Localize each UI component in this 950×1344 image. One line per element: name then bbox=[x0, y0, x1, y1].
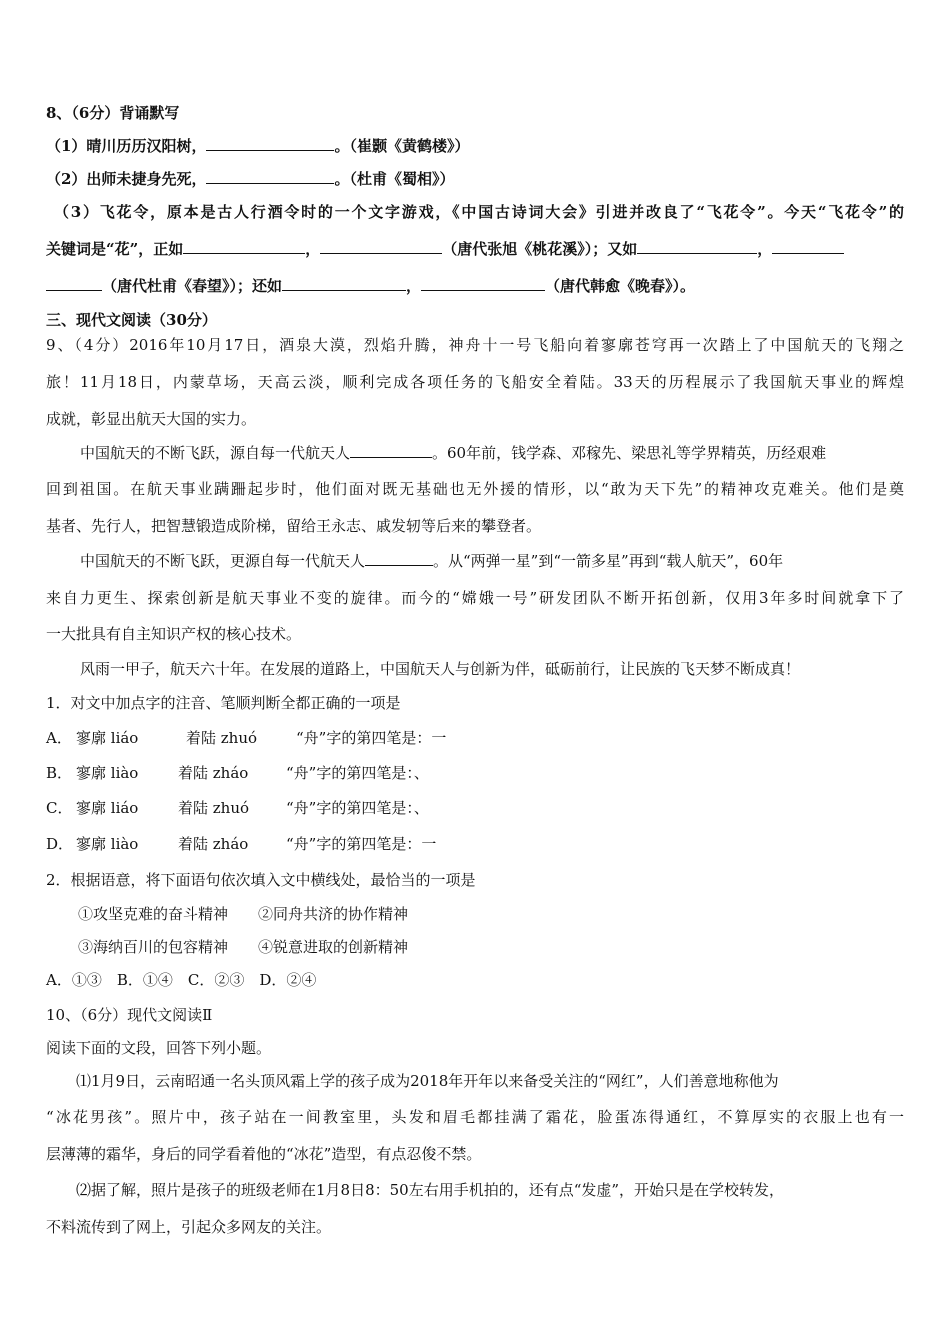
q10-header: 10、（6分）现代文阅读Ⅱ bbox=[46, 1006, 213, 1024]
section-3-title: 三、现代文阅读（30分） bbox=[46, 311, 217, 329]
q9-p3-line-2: 来自力更生、探索创新是航天事业不变的旋律。而今的“嫦娥一号”研发团队不断开拓创新，仅用3年多时间就拿下了 bbox=[46, 589, 904, 607]
option-d[interactable] bbox=[46, 833, 904, 855]
q9-p2-line-3: 基者、先行人，把智慧锻造成阶梯，留给王永志、戚发轫等后来的攀登者。 bbox=[46, 517, 542, 535]
option-part-a: 寥廓 liáo bbox=[76, 729, 139, 747]
option-a[interactable] bbox=[46, 727, 904, 749]
q8-line-1-post: 。（崔颢《黄鹤楼》） bbox=[334, 137, 470, 155]
q9-p2-line-1 bbox=[80, 442, 904, 464]
option-part-c: “舟”字的第四笔是：、 bbox=[286, 764, 429, 782]
q9-p1-line-2: 旅！11月18日，内蒙草场，天高云淡，顺利完成各项任务的飞船安全着陆。33天的历程展示了我国航天事业的辉煌 bbox=[46, 373, 904, 391]
option-label: B． bbox=[46, 764, 73, 782]
q9-p3-pre: 中国航天的不断飞跃，更源自每一代航天人 bbox=[80, 552, 366, 570]
q10-p2-line-2: 不料流传到了网上，引起众多网友的关注。 bbox=[46, 1218, 332, 1236]
q9-p3-line-3: 一大批具有自主知识产权的核心技术。 bbox=[46, 625, 302, 643]
q8-line-1-pre: （1）晴川历历汉阳树， bbox=[46, 137, 207, 155]
blank bbox=[637, 238, 757, 254]
choices-row-2: ③海纳百川的包容精神 ④锐意进取的创新精神 bbox=[78, 938, 409, 956]
option-part-b: 着陆 zháo bbox=[178, 764, 249, 782]
option-part-b: 着陆 zhuó bbox=[178, 799, 250, 817]
blank bbox=[183, 238, 305, 254]
q8-line-2-post: 。（杜甫《蜀相》） bbox=[334, 170, 455, 188]
blank bbox=[282, 275, 406, 291]
q8-line-5 bbox=[46, 275, 904, 297]
q8-line-1 bbox=[46, 135, 904, 157]
q8-line-2-pre: （2）出师未捷身先死， bbox=[46, 170, 207, 188]
q8-line-5-a: （唐代杜甫《春望》）；还如 bbox=[102, 277, 283, 295]
q9-p3-post: 。从“两弹一星”到“一箭多星”再到“载人航天”，60年 bbox=[433, 552, 784, 570]
q9-p2-pre: 中国航天的不断飞跃，源自每一代航天人 bbox=[80, 444, 351, 462]
blank bbox=[206, 135, 334, 151]
blank bbox=[772, 238, 844, 254]
choices-row-1: ①攻坚克难的奋斗精神 ②同舟共济的协作精神 bbox=[78, 905, 409, 923]
q9-p1-line-3: 成就，彰显出航天大国的实力。 bbox=[46, 410, 257, 428]
option-b[interactable] bbox=[46, 762, 904, 784]
option-part-a: 寥廓 liào bbox=[76, 835, 139, 853]
q8-line-3: （3）飞花令，原本是古人行酒令时的一个文字游戏，《中国古诗词大会》引进并改良了“飞花令”。今天“飞花令”的 bbox=[54, 203, 904, 221]
q8-line-4 bbox=[46, 238, 904, 260]
option-c[interactable] bbox=[46, 797, 904, 819]
q10-p1-line-3: 层薄薄的霜华，身后的同学看着他的“冰花”造型，有点忍俊不禁。 bbox=[46, 1145, 482, 1163]
q9-p4: 风雨一甲子，航天六十年。在发展的道路上，中国航天人与创新为伴，砥砺前行，让民族的飞天梦不断成真！ bbox=[80, 660, 801, 678]
option-label: C． bbox=[46, 799, 73, 817]
q8-line-2 bbox=[46, 168, 904, 190]
q8-line-4-d: ， bbox=[757, 240, 773, 258]
blank bbox=[365, 550, 433, 566]
blank bbox=[46, 275, 102, 291]
q9-sub-2-answers[interactable]: A．①③ B．①④ C．②③ D．②④ bbox=[46, 971, 317, 989]
q8-line-4-b: ， bbox=[305, 240, 321, 258]
option-label: A． bbox=[46, 729, 72, 747]
option-part-a: 寥廓 liào bbox=[76, 764, 139, 782]
blank bbox=[206, 168, 334, 184]
q9-p3-line-1 bbox=[80, 550, 904, 572]
q8-line-5-c: （唐代韩愈《晚春》）。 bbox=[545, 277, 696, 295]
q9-p2-line-2: 回到祖国。在航天事业蹒跚起步时，他们面对既无基础也无外援的情形，以“敢为天下先”的精神攻克难关。他们是奠 bbox=[46, 480, 904, 498]
q10-intro: 阅读下面的文段，回答下列小题。 bbox=[46, 1039, 272, 1057]
q8-line-5-b: ， bbox=[406, 277, 422, 295]
option-part-a: 寥廓 liáo bbox=[76, 799, 139, 817]
q10-p1-line-2: “冰花男孩”。照片中，孩子站在一间教室里，头发和眉毛都挂满了霜花，脸蛋冻得通红，不算厚实的衣服上也有一 bbox=[46, 1108, 904, 1126]
q8-header: 8、（6分）背诵默写 bbox=[46, 104, 180, 122]
option-part-c: “舟”字的第四笔是：一 bbox=[296, 729, 447, 747]
q9-p1-line-1: 9、（4分）2016年10月17日，酒泉大漠，烈焰升腾，神舟十一号飞船向着寥廓苍穹再一次踏上了中国航天的飞翔之 bbox=[46, 336, 904, 354]
q9-sub-1: 1．对文中加点字的注音、笔顺判断全都正确的一项是 bbox=[46, 694, 401, 712]
q8-line-4-a: 关键词是“花”，正如 bbox=[46, 240, 184, 258]
option-part-c: “舟”字的第四笔是：、 bbox=[286, 799, 429, 817]
option-part-b: 着陆 zháo bbox=[178, 835, 249, 853]
blank bbox=[350, 442, 432, 458]
option-part-c: “舟”字的第四笔是：一 bbox=[286, 835, 437, 853]
blank bbox=[320, 238, 442, 254]
option-part-b: 着陆 zhuó bbox=[186, 729, 258, 747]
blank bbox=[421, 275, 545, 291]
q10-p1-line-1: ⑴1月9日，云南昭通一名头顶风霜上学的孩子成为2018年开年以来备受关注的“网红”，人们善意地称他为 bbox=[76, 1072, 779, 1090]
q9-p2-post: 。60年前，钱学森、邓稼先、梁思礼等学界精英，历经艰难 bbox=[432, 444, 827, 462]
q8-line-4-c: （唐代张旭《桃花溪》）；又如 bbox=[442, 240, 638, 258]
q9-sub-2: 2．根据语意，将下面语句依次填入文中横线处，最恰当的一项是 bbox=[46, 871, 476, 889]
q10-p2-line-1: ⑵据了解，照片是孩子的班级老师在1月8日8：50左右用手机拍的，还有点“发虚”，开始只是在学校转发， bbox=[76, 1181, 785, 1199]
option-label: D． bbox=[46, 835, 74, 853]
